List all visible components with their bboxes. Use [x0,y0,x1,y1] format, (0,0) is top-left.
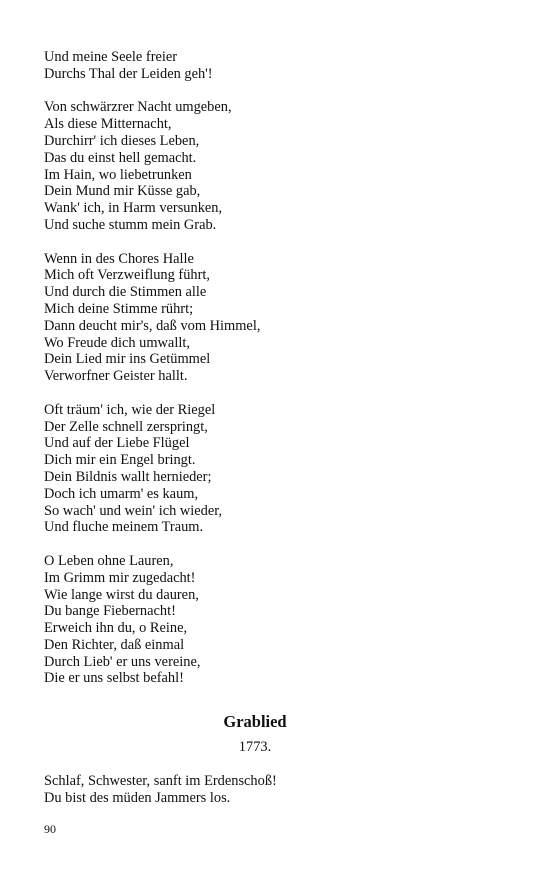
verse-line: O Leben ohne Lauren, [44,552,174,569]
verse-line: Schlaf, Schwester, sanft im Erdenschoß! [44,773,277,789]
verse-line: Durchirr' ich dieses Leben, [44,132,200,149]
verse-line: Wo Freude dich umwallt, [44,334,190,351]
verse-line: Und auf der Liebe Flügel [44,435,190,452]
verse-line: Mich oft Verzweiflung führt, [44,267,210,284]
stanza [44,251,514,385]
verse-line: Und suche stumm mein Grab. [44,216,217,233]
verse-line: Wenn in des Chores Halle [44,250,194,267]
verse-line: Verworfner Geister hallt. [44,368,188,385]
stanza [44,402,514,536]
verse-line: Im Grimm mir zugedacht! [44,569,196,586]
verse-line: Erweich ihn du, o Reine, [44,620,188,637]
stanza [44,553,514,687]
verse-line: Und fluche meinem Traum. [44,519,204,536]
poem-title: Grablied [223,712,287,731]
page-number: 90 [44,822,56,836]
verse-line: Der Zelle schnell zerspringt, [44,418,208,435]
verse-line: Dein Bildnis wallt hernieder; [44,468,212,485]
verse-line: Dein Mund mir Küsse gab, [44,183,201,200]
verse-line: Oft träum' ich, wie der Riegel [44,401,216,418]
verse-line: Du bange Fiebernacht! [44,603,176,620]
verse-line: Doch ich umarm' es kaum, [44,485,199,502]
verse-line: Den Richter, daß einmal [44,636,185,653]
verse-line: Durch Lieb' er uns vereine, [44,653,201,670]
verse-line: Mich deine Stimme rührt; [44,300,194,317]
verse-line: Du bist des müden Jammers los. [44,789,231,806]
verse-line: Und durch die Stimmen alle [44,284,207,301]
verse-line: Von schwärzrer Nacht umgeben, [44,99,232,116]
verse-line: Durchs Thal der Leiden geh'! [44,65,213,82]
verse-line: Dann deucht mir's, daß vom Himmel, [44,317,261,334]
poem-body-grablied [44,773,277,807]
verse-line: Als diese Mitternacht, [44,116,172,133]
poem-year: 1773. [238,739,272,755]
verse-line: Die er uns selbst befahl! [44,670,184,687]
verse-line: Wie lange wirst du dauren, [44,586,199,603]
stanza [44,49,514,83]
verse-line: Und meine Seele freier [44,49,178,65]
verse-line: Wank' ich, in Harm versunken, [44,200,223,217]
verse-line: Im Hain, wo liebetrunken [44,166,192,183]
verse-line: Dein Lied mir ins Getümmel [44,351,211,368]
verse-line: Dich mir ein Engel bringt. [44,452,196,469]
poem-body [44,49,514,704]
verse-line: Das du einst hell gemacht. [44,149,197,166]
verse-line: So wach' und wein' ich wieder, [44,502,223,519]
stanza [44,99,514,233]
